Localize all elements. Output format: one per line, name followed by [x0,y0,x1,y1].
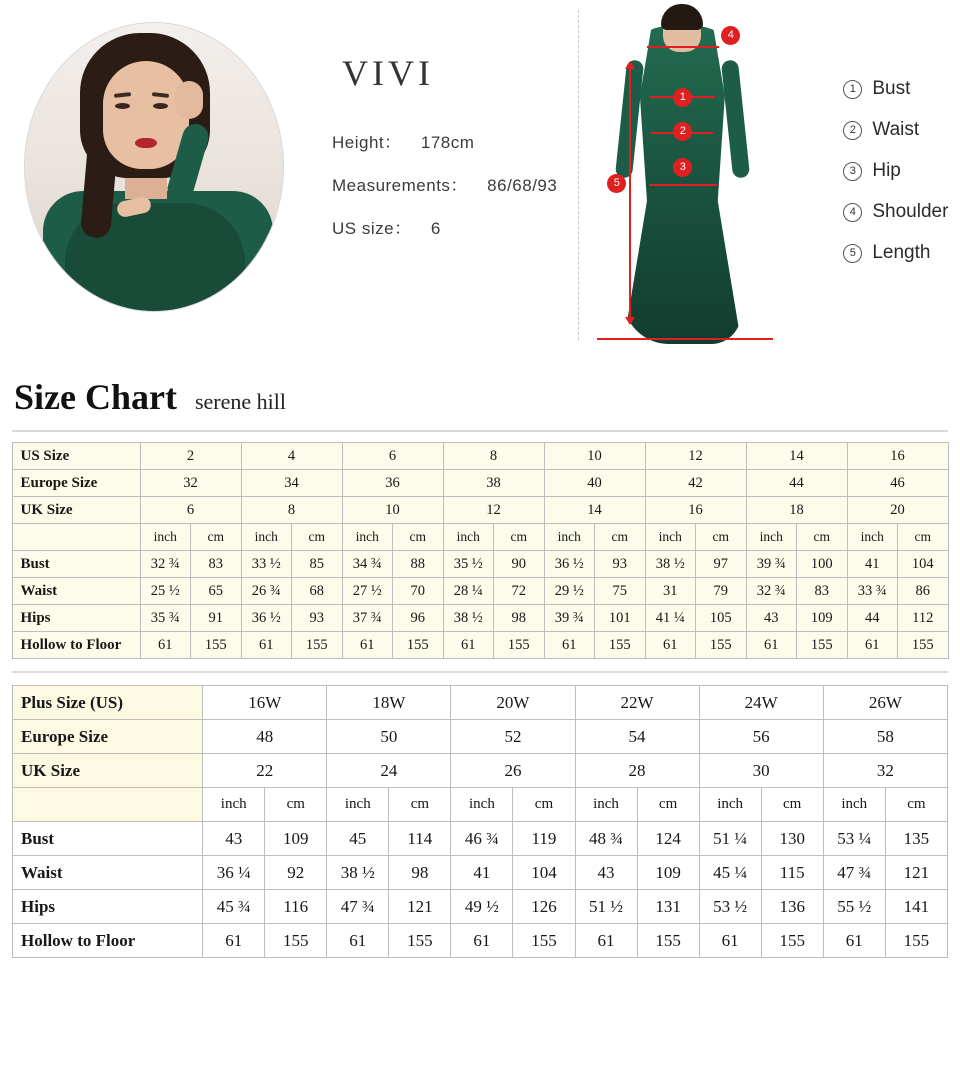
marker-bust: 1 [673,88,692,107]
cell-uk-size-7: 20 [847,497,948,524]
plus-cell-hips-9: 136 [761,890,823,924]
plus-cell-hips-8: 53 ½ [699,890,761,924]
marker-length: 5 [607,174,626,193]
cell-bust-9: 93 [595,551,646,578]
plus-cell-unit-2: inch [327,788,389,822]
plus-cell-bust-6: 48 ¾ [575,822,637,856]
plus-cell-hips-4: 49 ½ [451,890,513,924]
plus-cell-uk-3: 28 [575,754,699,788]
plus-cell-waist-9: 115 [761,856,823,890]
cell-hips-14: 44 [847,605,898,632]
cell-unit-4: inch [342,524,393,551]
plus-cell-size-5: 26W [823,686,947,720]
cell-waist-4: 27 ½ [342,578,393,605]
plus-cell-waist-8: 45 ¼ [699,856,761,890]
cell-htf-6: 61 [443,632,494,659]
plus-cell-htf-6: 61 [575,924,637,958]
cell-htf-11: 155 [696,632,747,659]
cell-htf-10: 61 [645,632,696,659]
plus-cell-bust-1: 109 [265,822,327,856]
cell-hips-11: 105 [696,605,747,632]
plus-cell-bust-4: 46 ¾ [451,822,513,856]
cell-us-size-6: 14 [746,443,847,470]
plus-cell-waist-1: 92 [265,856,327,890]
cell-waist-15: 86 [898,578,949,605]
plus-cell-htf-3: 155 [389,924,451,958]
model-measurements-row [332,171,557,196]
cell-htf-8: 61 [544,632,595,659]
standard-size-table [12,442,949,659]
table-row-hips [12,605,948,632]
legend-label-hip: Hip [872,160,901,181]
plus-row-label-plus-size: Plus Size (US) [13,686,203,720]
cell-hips-9: 101 [595,605,646,632]
cell-europe-size-1: 34 [241,470,342,497]
row-label-us-size: US Size [12,443,140,470]
table-row-us-size [12,443,948,470]
cell-us-size-4: 10 [544,443,645,470]
cell-europe-size-5: 42 [645,470,746,497]
cell-htf-14: 61 [847,632,898,659]
cell-unit-10: inch [645,524,696,551]
cell-bust-15: 104 [898,551,949,578]
legend-label-bust: Bust [872,78,911,99]
size-chart-title: Size Chart [14,377,177,417]
cell-htf-13: 155 [797,632,848,659]
plus-cell-unit-1: cm [265,788,327,822]
cell-hips-8: 39 ¾ [544,605,595,632]
cell-hips-2: 36 ½ [241,605,292,632]
plus-cell-hips-1: 116 [265,890,327,924]
plus-row-label-hips: Hips [13,890,203,924]
cell-us-size-3: 8 [443,443,544,470]
cell-waist-2: 26 ¾ [241,578,292,605]
cell-bust-1: 83 [191,551,242,578]
legend-number-3: 3 [843,162,862,181]
cell-uk-size-3: 12 [443,497,544,524]
model-us-size-label: US size： [332,219,412,238]
plus-cell-size-2: 20W [451,686,575,720]
cell-waist-0: 25 ½ [140,578,191,605]
plus-table-row-hollow-to-floor [13,924,948,958]
table-row-hollow-to-floor [12,632,948,659]
plus-cell-unit-4: inch [451,788,513,822]
cell-bust-14: 41 [847,551,898,578]
cell-waist-14: 33 ¾ [847,578,898,605]
cell-us-size-1: 4 [241,443,342,470]
row-label-hollow-to-floor: Hollow to Floor [12,632,140,659]
table-row-uk-size [12,497,948,524]
cell-unit-1: cm [191,524,242,551]
model-photo [24,22,284,312]
row-label-units [12,524,140,551]
plus-cell-waist-6: 43 [575,856,637,890]
legend-label-shoulder: Shoulder [872,201,949,222]
table-row-bust [12,551,948,578]
cell-htf-15: 155 [898,632,949,659]
plus-cell-hips-0: 45 ¾ [203,890,265,924]
plus-cell-size-4: 24W [699,686,823,720]
cell-europe-size-2: 36 [342,470,443,497]
length-measure-arrow [629,68,631,318]
plus-cell-waist-4: 41 [451,856,513,890]
cell-unit-5: cm [393,524,444,551]
plus-row-label-uk-size: UK Size [13,754,203,788]
legend-label-waist: Waist [872,119,920,140]
legend-item-length [843,242,948,264]
cell-waist-13: 83 [797,578,848,605]
plus-row-label-europe-size: Europe Size [13,720,203,754]
cell-unit-12: inch [746,524,797,551]
plus-cell-size-1: 18W [327,686,451,720]
cell-bust-3: 85 [292,551,343,578]
cell-hips-1: 91 [191,605,242,632]
plus-cell-unit-8: inch [699,788,761,822]
plus-cell-unit-9: cm [761,788,823,822]
legend-number-5: 5 [843,244,862,263]
cell-bust-5: 88 [393,551,444,578]
cell-uk-size-5: 16 [645,497,746,524]
model-hand [175,81,203,119]
row-label-hips: Hips [12,605,140,632]
plus-cell-waist-10: 47 ¾ [823,856,885,890]
plus-cell-htf-1: 155 [265,924,327,958]
plus-row-label-hollow-to-floor: Hollow to Floor [13,924,203,958]
plus-table-row-units [13,788,948,822]
cell-hips-0: 35 ¾ [140,605,191,632]
cell-waist-7: 72 [494,578,545,605]
cell-bust-8: 36 ½ [544,551,595,578]
cell-waist-6: 28 ¼ [443,578,494,605]
model-us-size-row [332,214,557,239]
legend-item-hip [843,160,948,182]
brand-name: VIVI [342,53,434,93]
table-row-units [12,524,948,551]
plus-cell-waist-11: 121 [885,856,947,890]
model-measurements-label: Measurements： [332,176,468,195]
cell-hips-4: 37 ¾ [342,605,393,632]
cell-htf-9: 155 [595,632,646,659]
plus-cell-htf-11: 155 [885,924,947,958]
plus-cell-unit-10: inch [823,788,885,822]
cell-uk-size-4: 14 [544,497,645,524]
size-chart-header [0,370,960,428]
plus-cell-htf-10: 61 [823,924,885,958]
plus-cell-hips-6: 51 ½ [575,890,637,924]
cell-europe-size-0: 32 [140,470,241,497]
cell-uk-size-1: 8 [241,497,342,524]
model-height-value: 178cm [420,133,475,152]
plus-cell-waist-3: 98 [389,856,451,890]
plus-cell-waist-5: 104 [513,856,575,890]
diagram-arm-right [721,59,750,178]
legend-number-4: 4 [843,203,862,222]
plus-cell-hips-7: 131 [637,890,699,924]
plus-cell-europe-1: 50 [327,720,451,754]
row-label-uk-size: UK Size [12,497,140,524]
cell-htf-7: 155 [494,632,545,659]
plus-cell-uk-4: 30 [699,754,823,788]
plus-cell-htf-4: 61 [451,924,513,958]
plus-size-table [12,685,948,958]
model-info-panel [0,0,960,370]
plus-cell-uk-2: 26 [451,754,575,788]
cell-bust-13: 100 [797,551,848,578]
plus-cell-hips-11: 141 [885,890,947,924]
cell-waist-12: 32 ¾ [746,578,797,605]
plus-table-row-plus-size [13,686,948,720]
cell-waist-9: 75 [595,578,646,605]
plus-cell-bust-7: 124 [637,822,699,856]
cell-unit-14: inch [847,524,898,551]
plus-table-row-bust [13,822,948,856]
plus-cell-bust-11: 135 [885,822,947,856]
plus-cell-bust-10: 53 ¼ [823,822,885,856]
cell-us-size-0: 2 [140,443,241,470]
table-row-waist [12,578,948,605]
cell-htf-12: 61 [746,632,797,659]
cell-htf-2: 61 [241,632,292,659]
cell-bust-10: 38 ½ [645,551,696,578]
plus-cell-size-3: 22W [575,686,699,720]
cell-hips-15: 112 [898,605,949,632]
cell-unit-6: inch [443,524,494,551]
plus-cell-europe-0: 48 [203,720,327,754]
plus-cell-unit-6: inch [575,788,637,822]
cell-unit-11: cm [696,524,747,551]
model-lips [135,138,157,148]
plus-cell-unit-11: cm [885,788,947,822]
cell-unit-7: cm [494,524,545,551]
plus-cell-unit-3: cm [389,788,451,822]
cell-waist-11: 79 [696,578,747,605]
cell-unit-8: inch [544,524,595,551]
cell-bust-11: 97 [696,551,747,578]
plus-cell-europe-2: 52 [451,720,575,754]
plus-cell-uk-5: 32 [823,754,947,788]
legend-number-1: 1 [843,80,862,99]
legend-number-2: 2 [843,121,862,140]
plus-cell-htf-9: 155 [761,924,823,958]
model-height-label: Height： [332,133,402,152]
plus-cell-unit-5: cm [513,788,575,822]
plus-cell-bust-2: 45 [327,822,389,856]
plus-cell-htf-5: 155 [513,924,575,958]
cell-bust-6: 35 ½ [443,551,494,578]
plus-cell-htf-0: 61 [203,924,265,958]
plus-cell-htf-7: 155 [637,924,699,958]
plus-cell-europe-3: 54 [575,720,699,754]
plus-cell-hips-2: 47 ¾ [327,890,389,924]
cell-europe-size-7: 46 [847,470,948,497]
shoulder-measure-line [647,46,719,48]
plus-row-label-waist: Waist [13,856,203,890]
cell-htf-1: 155 [191,632,242,659]
cell-us-size-2: 6 [342,443,443,470]
plus-cell-bust-0: 43 [203,822,265,856]
cell-waist-5: 70 [393,578,444,605]
model-eye-left [115,103,130,109]
legend-item-shoulder [843,201,948,223]
legend-item-bust [843,78,948,100]
cell-europe-size-3: 38 [443,470,544,497]
plus-cell-size-0: 16W [203,686,327,720]
plus-table-row-europe-size [13,720,948,754]
cell-htf-3: 155 [292,632,343,659]
plus-cell-bust-9: 130 [761,822,823,856]
plus-table-row-uk-size [13,754,948,788]
cell-us-size-7: 16 [847,443,948,470]
measurement-diagram [581,8,811,348]
model-height-row [332,128,557,153]
cell-unit-0: inch [140,524,191,551]
row-label-waist: Waist [12,578,140,605]
plus-row-label-units [13,788,203,822]
cell-waist-3: 68 [292,578,343,605]
plus-cell-europe-5: 58 [823,720,947,754]
cell-unit-13: cm [797,524,848,551]
plus-cell-unit-0: inch [203,788,265,822]
plus-row-label-bust: Bust [13,822,203,856]
table-separator [12,671,948,673]
cell-htf-5: 155 [393,632,444,659]
cell-bust-7: 90 [494,551,545,578]
marker-shoulder: 4 [721,26,740,45]
plus-cell-hips-5: 126 [513,890,575,924]
cell-bust-4: 34 ¾ [342,551,393,578]
plus-cell-unit-7: cm [637,788,699,822]
marker-hip: 3 [673,158,692,177]
cell-unit-3: cm [292,524,343,551]
cell-bust-12: 39 ¾ [746,551,797,578]
cell-bust-2: 33 ½ [241,551,292,578]
vertical-divider [578,10,579,340]
plus-cell-hips-3: 121 [389,890,451,924]
cell-uk-size-2: 10 [342,497,443,524]
cell-hips-3: 93 [292,605,343,632]
diagram-hair [661,4,703,30]
cell-waist-8: 29 ½ [544,578,595,605]
model-us-size-value: 6 [430,219,441,238]
cell-htf-0: 61 [140,632,191,659]
plus-table-row-hips [13,890,948,924]
plus-cell-htf-8: 61 [699,924,761,958]
plus-cell-waist-2: 38 ½ [327,856,389,890]
cell-uk-size-0: 6 [140,497,241,524]
model-measurements-value: 86/68/93 [487,176,558,195]
brand-block [332,52,557,257]
cell-bust-0: 32 ¾ [140,551,191,578]
size-chart-subtitle: serene hill [194,389,286,414]
cell-europe-size-4: 40 [544,470,645,497]
cell-hips-12: 43 [746,605,797,632]
plus-cell-uk-0: 22 [203,754,327,788]
plus-cell-waist-7: 109 [637,856,699,890]
plus-cell-uk-1: 24 [327,754,451,788]
cell-unit-15: cm [898,524,949,551]
diagram-hem-line [597,338,773,340]
row-label-europe-size: Europe Size [12,470,140,497]
plus-cell-hips-10: 55 ½ [823,890,885,924]
hip-measure-line [649,184,717,186]
cell-uk-size-6: 18 [746,497,847,524]
cell-waist-10: 31 [645,578,696,605]
plus-cell-europe-4: 56 [699,720,823,754]
model-eye-right [153,103,168,109]
marker-waist: 2 [673,122,692,141]
cell-waist-1: 65 [191,578,242,605]
measurement-legend [843,78,948,283]
plus-cell-htf-2: 61 [327,924,389,958]
plus-cell-bust-8: 51 ¼ [699,822,761,856]
cell-europe-size-6: 44 [746,470,847,497]
cell-hips-6: 38 ½ [443,605,494,632]
row-label-bust: Bust [12,551,140,578]
plus-cell-waist-0: 36 ¼ [203,856,265,890]
cell-unit-2: inch [241,524,292,551]
table-row-europe-size [12,470,948,497]
legend-label-length: Length [872,242,931,263]
cell-hips-7: 98 [494,605,545,632]
legend-item-waist [843,119,948,141]
header-rule [12,430,948,432]
plus-table-row-waist [13,856,948,890]
cell-us-size-5: 12 [645,443,746,470]
cell-hips-5: 96 [393,605,444,632]
cell-htf-4: 61 [342,632,393,659]
cell-hips-10: 41 ¼ [645,605,696,632]
plus-cell-bust-5: 119 [513,822,575,856]
plus-cell-bust-3: 114 [389,822,451,856]
model-face [103,61,189,169]
cell-hips-13: 109 [797,605,848,632]
cell-unit-9: cm [595,524,646,551]
